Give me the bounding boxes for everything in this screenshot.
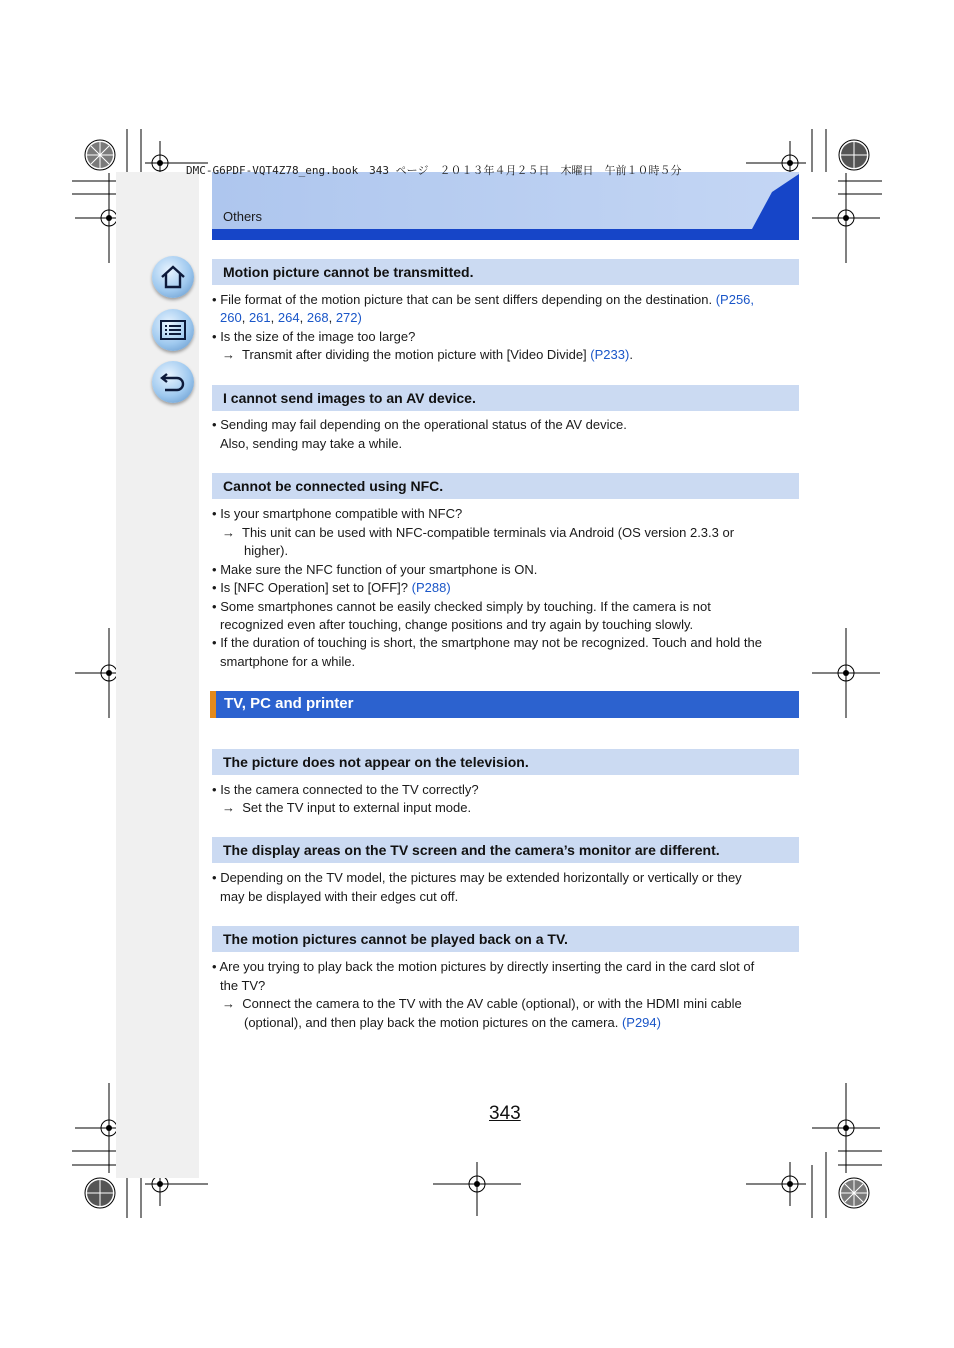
list-icon	[159, 319, 187, 341]
header-rule	[212, 229, 799, 240]
text-line: → Transmit after dividing the motion picture with [Video Divide] (P233).	[222, 347, 633, 362]
text-line: • File format of the motion picture that can be sent differs depending on the destination. (P256,	[212, 292, 755, 307]
section-heading: Motion picture cannot be transmitted.	[212, 259, 799, 285]
header-section-label: Others	[223, 209, 263, 224]
text-line: recognized even after touching, change positions and try again by touching slowly.	[220, 617, 694, 632]
text-line: smartphone for a while.	[220, 654, 356, 669]
text-line: • Are you trying to play back the motion pictures by directly inserting the card in the card slot of	[212, 959, 755, 974]
section-heading: The motion pictures cannot be played back on a TV.	[212, 926, 799, 952]
text-line: • If the duration of touching is short, the smartphone may not be recognized. Touch and hold the	[212, 635, 762, 650]
page-link[interactable]: 261	[248, 310, 271, 325]
text-line: • Is [NFC Operation] set to [OFF]? (P288)	[212, 580, 451, 595]
section-heading: Cannot be connected using NFC.	[212, 473, 799, 499]
text-line: higher).	[244, 543, 289, 558]
text-line: • Some smartphones cannot be easily checked simply by touching. If the camera is not	[212, 599, 711, 614]
section-heading: The display areas on the TV screen and the camera’s monitor are different.	[212, 837, 799, 863]
text-line: • Is your smartphone compatible with NFC?	[212, 506, 463, 521]
page-link[interactable]: 268	[306, 310, 329, 325]
page-number: 343	[489, 1103, 521, 1124]
text-line: → This unit can be used with NFC-compatible terminals via Android (OS version 2.3.3 or	[222, 525, 735, 540]
text-line: → Connect the camera to the TV with the AV cable (optional), or with the HDMI mini cable	[222, 996, 742, 1011]
page-link[interactable]: (P233)	[590, 347, 630, 362]
contents-button[interactable]	[152, 309, 194, 351]
home-button[interactable]	[152, 256, 194, 298]
text-line: 260, 261, 264, 268, 272)	[220, 310, 362, 325]
return-icon	[159, 370, 187, 394]
header-band	[212, 172, 799, 229]
text-line: → Set the TV input to external input mode.	[222, 800, 472, 815]
section-heading: The picture does not appear on the television.	[212, 749, 799, 775]
home-icon	[159, 264, 187, 290]
text-line: may be displayed with their edges cut off.	[220, 889, 459, 904]
page-link[interactable]: (P288)	[411, 580, 451, 595]
text-line: • Sending may fail depending on the operational status of the AV device.	[212, 417, 627, 432]
page-link[interactable]: 260	[220, 310, 242, 325]
text-line: the TV?	[220, 978, 266, 993]
text-line: • Is the camera connected to the TV correctly?	[212, 782, 479, 797]
text-line: • Depending on the TV model, the pictures may be extended horizontally or vertically or they	[212, 870, 742, 885]
page-link[interactable]: 272)	[335, 310, 362, 325]
category-heading: TV, PC and printer	[210, 691, 799, 718]
section-heading: I cannot send images to an AV device.	[212, 385, 799, 411]
text-line: (optional), and then play back the motion pictures on the camera. (P294)	[244, 1015, 661, 1030]
text-line: • Is the size of the image too large?	[212, 329, 416, 344]
text-line: • Make sure the NFC function of your smartphone is ON.	[212, 562, 538, 577]
page-link[interactable]: (P294)	[621, 1015, 661, 1030]
print-slug: DMC-G6PDF-VQT4Z78_eng.book 343 ページ ２０１３年４月２５日 木曜日 午前１０時５分	[186, 164, 682, 177]
page-link[interactable]: 264	[277, 310, 300, 325]
page-link[interactable]: (P256,	[715, 292, 755, 307]
back-button[interactable]	[152, 361, 194, 403]
text-line: Also, sending may take a while.	[220, 436, 403, 451]
